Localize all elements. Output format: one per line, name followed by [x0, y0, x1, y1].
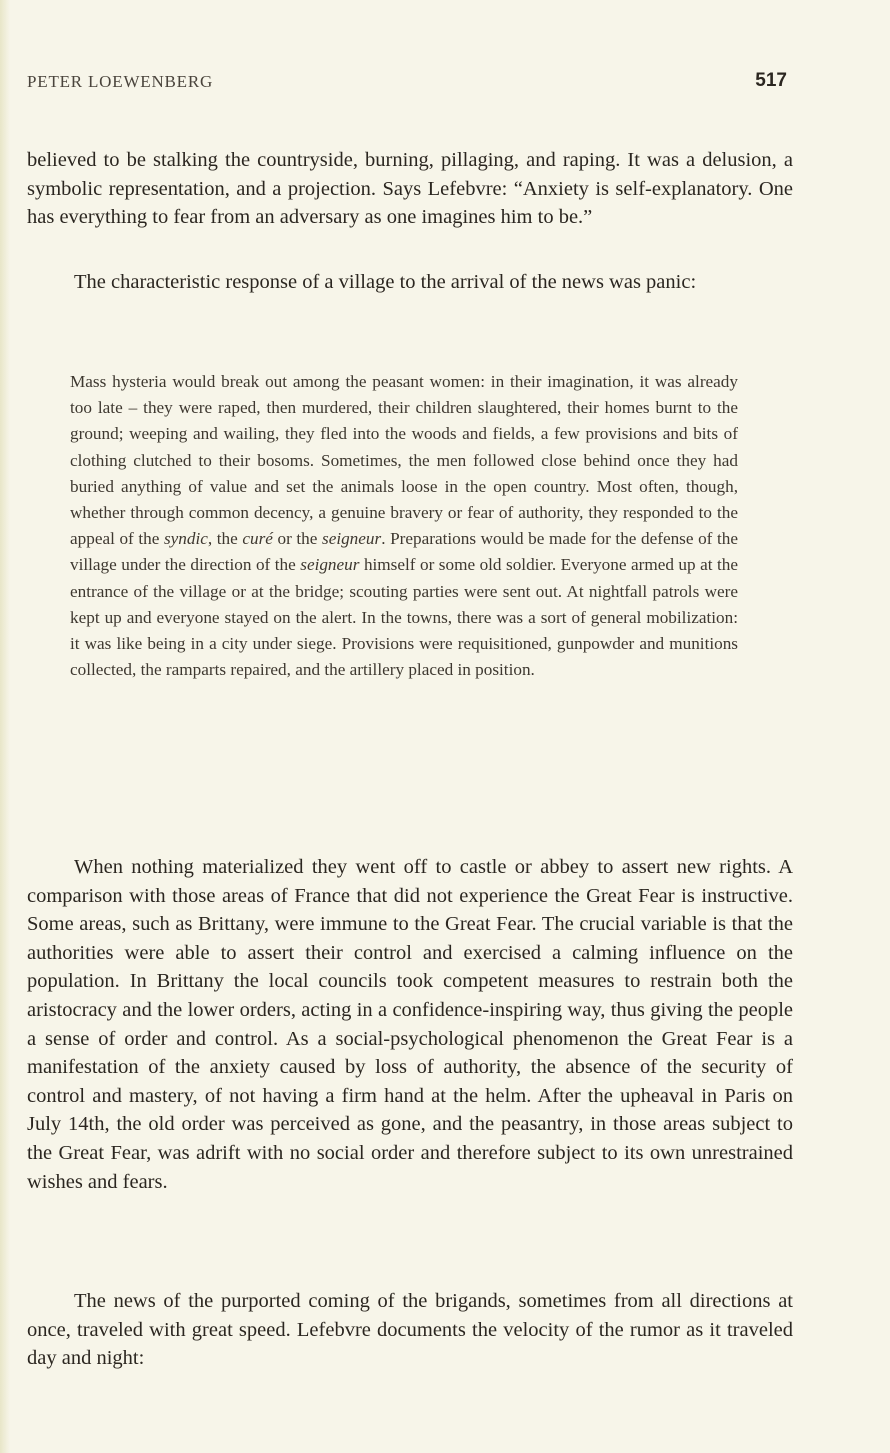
- quote-italic-seigneur: seigneur: [322, 529, 382, 549]
- page-edge: [0, 0, 10, 1453]
- quote-text: . Preparations would be made for the defense of the village under the direction of the: [70, 529, 738, 575]
- body-paragraph-2: The characteristic response of a village to the arrival of the news was panic:: [74, 271, 697, 293]
- quote-italic-cure: curé: [242, 529, 273, 549]
- quote-text: Mass hysteria would break out among the peasant women: in their imagination, it was already too late – they were raped, then murdered, their children slaughtered, their homes burnt to the ground; weeping and wailing, they fled into the woods and fields, a few provisions and bits of clothing clutched to their bosoms. Sometimes, the men followed close behind once they had buried anything of value and set the animals loose in the open country. Most often, though, whether through common decency, a genuine bravery or fear of authority, they responded to the appeal of the: [70, 372, 738, 549]
- running-head-author: PETER LOEWENBERG: [27, 72, 214, 91]
- quote-italic-seigneur-2: seigneur: [300, 555, 360, 575]
- quote-italic-syndic: syndic: [163, 529, 208, 549]
- body-paragraph-4: The news of the purported coming of the brigands, sometimes from all directions at once, traveled with great speed. Lefebvre documents the velocity of the rumor as it traveled day and night:: [27, 1290, 793, 1370]
- quote-text: himself or some old soldier. Everyone armed up at the entrance of the village or at the bridge; scouting parties were sent out. At nightfall patrols were kept up and everyone stayed on the alert. In the towns, there was a sort of general mobilization: it was like being in a city under siege. Provisions were requisitioned, gunpowder and munitions collected, the ramparts repaired, and the artillery placed in position.: [70, 555, 738, 680]
- quote-text: or the: [272, 529, 322, 549]
- block-quote: [70, 369, 738, 683]
- page-number: 517: [755, 70, 787, 91]
- body-paragraph-1: believed to be stalking the countryside, burning, pillaging, and raping. It was a delusion, a symbolic representation, and a projection. Says Lefebvre: “Anxiety is self-explanatory. One has everything to fear from an adversary as one imagines him to be.”: [27, 149, 793, 229]
- quote-text: , the: [207, 529, 243, 549]
- running-head: [27, 72, 787, 96]
- body-paragraph-3: When nothing materialized they went off to castle or abbey to assert new rights. A comparison with those areas of France that did not experience the Great Fear is instructive. Some areas, such as Brittany, were immune to the Great Fear. The crucial variable is that the authorities were able to assert their control and exercised a calming influence on the population. In Brittany the local councils took competent measures to restrain both the aristocracy and the lower orders, acting in a confidence-inspiring way, thus giving the people a sense of order and control. As a social-psychological phenomenon the Great Fear is a manifestation of the anxiety caused by loss of authority, the absence of the security of control and mastery, of not having a firm hand at the helm. After the upheaval in Paris on July 14th, the old order was perceived as gone, and the peasantry, in those areas subject to the Great Fear, was adrift with no social order and therefore subject to its own unrestrained wishes and fears.: [27, 856, 793, 1193]
